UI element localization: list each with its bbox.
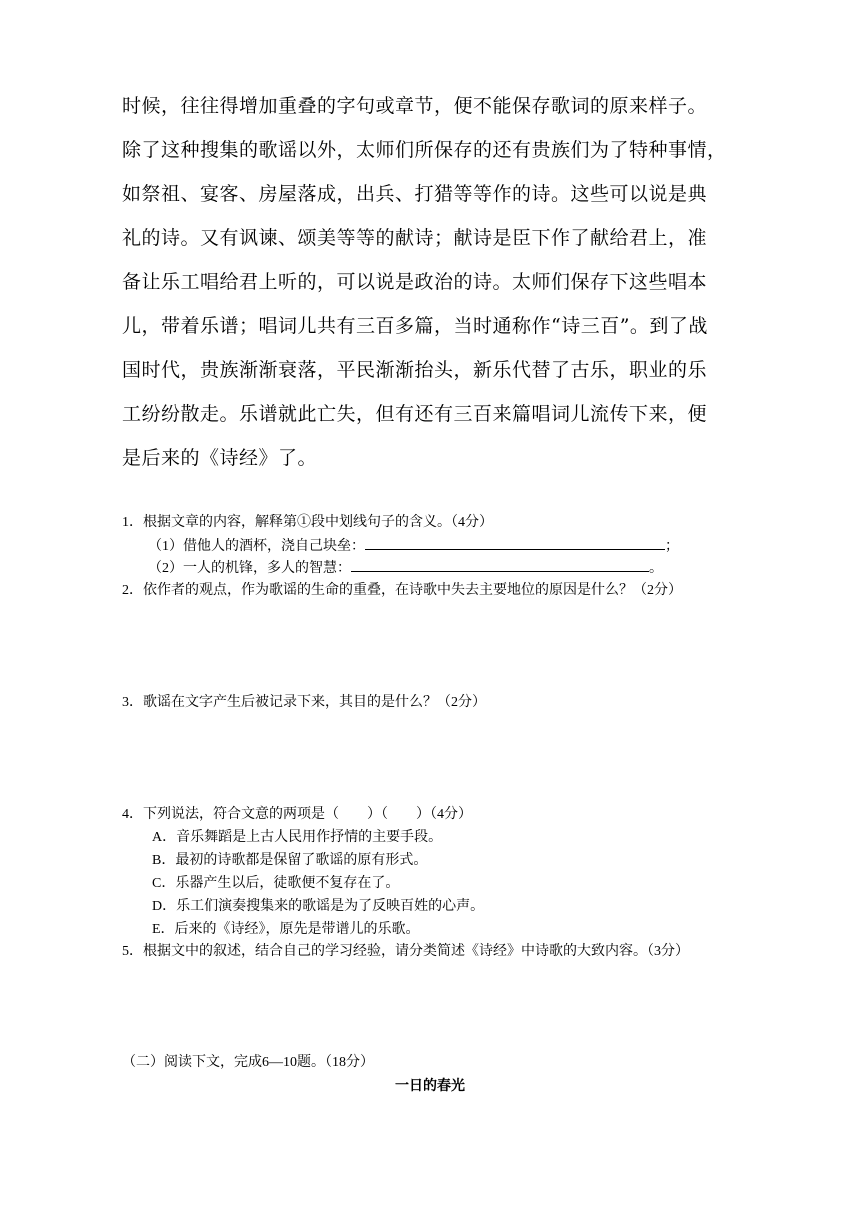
question-1-sub-2-end: 。 [649, 561, 663, 576]
passage-line: 时候，往往得增加重叠的字句或章节，便不能保存歌词的原来样子。 [122, 95, 708, 117]
question-1-sub-1-end: ； [665, 539, 679, 554]
passage-line: 国时代，贵族渐渐衰落，平民渐渐抬头，新乐代替了古乐，职业的乐 [122, 359, 708, 381]
question-1-sub-2-label: （2）一人的机锋，多人的智慧： [148, 561, 351, 576]
question-2-stem: 2．依作者的观点，作为歌谣的生命的重叠，在诗歌中失去主要地位的原因是什么？（2分） [122, 583, 682, 598]
passage-line: 如祭祖、宴客、房屋落成，出兵、打猎等等作的诗。这些可以说是典 [122, 183, 708, 205]
question-1-sub-2 [148, 557, 663, 580]
question-5-stem: 5．根据文中的叙述，结合自己的学习经验，请分类简述《诗经》中诗歌的大致内容。（3分） [122, 944, 689, 959]
passage-line: 是后来的《诗经》了。 [122, 447, 318, 469]
option-a: A．音乐舞蹈是上古人民用作抒情的主要手段。 [152, 830, 443, 845]
passage-line: 工纷纷散走。乐谱就此亡失，但有还有三百来篇唱词儿流传下来，便 [122, 403, 708, 425]
passage-line: 礼的诗。又有讽谏、颂美等等的献诗；献诗是臣下作了献给君上，准 [122, 227, 708, 249]
passage-line: 除了这种搜集的歌谣以外，太师们所保存的还有贵族们为了特种事情， [122, 139, 727, 161]
question-4-stem: 4．下列说法，符合文意的两项是（ ）（ ）（4分） [122, 807, 472, 822]
article-title: 一日的春光 [395, 1078, 465, 1094]
reading-passage [122, 84, 747, 480]
passage-line: 儿，带着乐谱；唱词儿共有三百多篇，当时通称作“诗三百”。到了战 [122, 315, 708, 337]
answer-blank-1-1[interactable] [365, 535, 665, 550]
question-1-sub-1 [148, 535, 679, 558]
option-d: D．乐工们演奏搜集来的歌谣是为了反映百姓的心声。 [152, 899, 485, 914]
question-3-stem: 3．歌谣在文字产生后被记录下来，其目的是什么？（2分） [122, 695, 486, 710]
option-b: B．最初的诗歌都是保留了歌谣的原有形式。 [152, 853, 428, 868]
answer-blank-1-2[interactable] [351, 557, 649, 572]
question-1-sub-1-label: （1）借他人的酒杯，浇自己块垒： [148, 539, 365, 554]
option-c: C．乐器产生以后，徒歌便不复存在了。 [152, 876, 400, 891]
passage-line: 备让乐工唱给君上听的，可以说是政治的诗。太师们保存下这些唱本 [122, 271, 708, 293]
question-1-stem: 1．根据文章的内容，解释第①段中划线句子的含义。（4分） [122, 515, 493, 530]
section-2-heading: （二）阅读下文，完成6—10题。（18分） [122, 1055, 374, 1070]
option-e: E．后来的《诗经》，原先是带谱儿的乐歌。 [152, 922, 420, 937]
